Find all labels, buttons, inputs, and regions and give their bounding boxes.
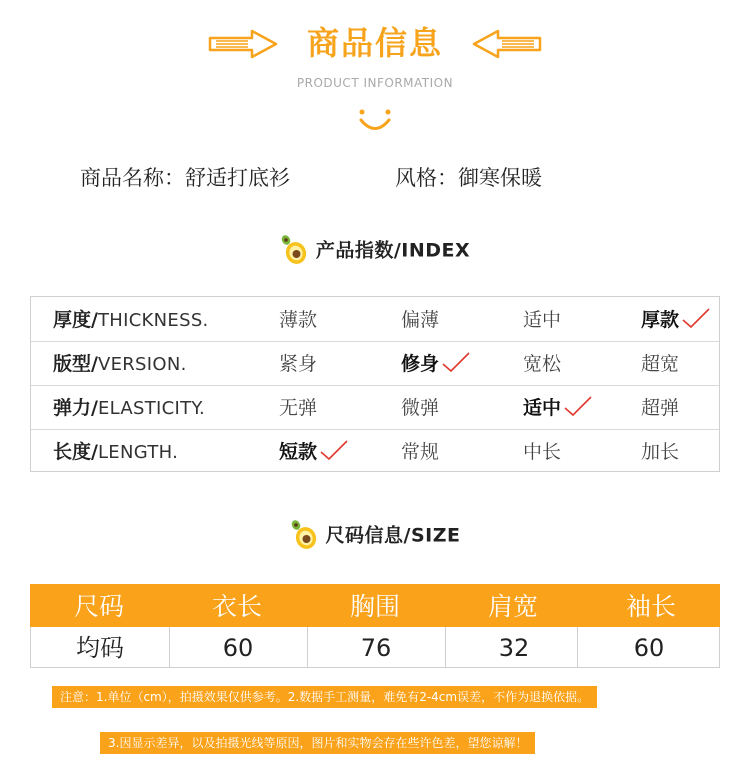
index-row-version: [31, 341, 719, 386]
note-color-difference: 3.因显示差异，以及拍摄光线等原因，图片和实物会存在些许色差，望您谅解！: [100, 732, 535, 754]
index-option-selected: 适中: [523, 385, 593, 429]
size-cell: 60: [633, 634, 665, 662]
product-style-value: 御寒保暖: [458, 166, 542, 190]
index-row-thickness: [31, 297, 719, 342]
size-cell: 60: [222, 634, 254, 662]
index-option: 超宽: [641, 353, 680, 375]
index-option-selected: 厚款: [641, 297, 711, 341]
index-row-length: [31, 429, 719, 473]
product-style-label: 风格：: [395, 166, 458, 190]
avocado-icon: [290, 518, 320, 550]
arrow-left-icon: [470, 28, 542, 60]
index-option: 紧身: [279, 353, 318, 375]
index-row-label: 弹力/ELASTICITY.: [53, 397, 206, 419]
index-row-label: 厚度/THICKNESS.: [53, 309, 209, 331]
index-option: 中长: [523, 441, 562, 463]
index-option: 微弹: [401, 397, 440, 419]
index-row-label: 长度/LENGTH.: [53, 441, 179, 463]
index-option: 偏薄: [401, 309, 440, 331]
check-icon: [563, 395, 593, 417]
index-table: [30, 296, 720, 472]
index-option: 适中: [523, 309, 562, 331]
avocado-icon: [280, 233, 310, 265]
index-row-elasticity: [31, 385, 719, 430]
index-section-heading: [0, 233, 750, 265]
size-cell: 76: [360, 634, 392, 662]
size-table-header: [30, 584, 720, 627]
note-measurement: 注意：1.单位（cm），拍摄效果仅供参考。2.数据手工测量，难免有2-4cm误差，不作为退换依据。: [52, 686, 597, 708]
size-header-cell: 胸围: [349, 592, 400, 621]
product-style: [395, 162, 542, 192]
index-option: 薄款: [279, 309, 318, 331]
size-cell: 均码: [76, 634, 124, 662]
size-table: [30, 584, 720, 668]
size-header-cell: 肩宽: [487, 592, 538, 621]
check-icon: [319, 439, 349, 461]
index-option-selected: 修身: [401, 341, 471, 385]
size-section-heading: [0, 518, 750, 550]
size-header-cell: 衣长: [211, 592, 262, 621]
size-section-title: 尺码信息/SIZE: [325, 524, 461, 547]
index-row-label: 版型/VERSION.: [53, 353, 187, 375]
product-name-label: 商品名称：: [80, 166, 185, 190]
index-section-title: 产品指数/INDEX: [315, 239, 471, 262]
table-row: [30, 627, 720, 668]
index-option: 宽松: [523, 353, 562, 375]
index-option: 加长: [641, 441, 680, 463]
index-option-selected: 短款: [279, 429, 349, 473]
check-icon: [681, 307, 711, 329]
index-option: 常规: [401, 441, 440, 463]
index-option: 无弹: [279, 397, 318, 419]
index-option: 超弹: [641, 397, 680, 419]
check-icon: [441, 351, 471, 373]
product-name: [80, 162, 290, 192]
smile-icon: [356, 107, 394, 135]
size-header-cell: 袖长: [625, 592, 676, 621]
size-header-cell: 尺码: [73, 592, 124, 621]
page-title: 商品信息: [306, 24, 443, 62]
size-cell: 32: [498, 634, 530, 662]
product-name-value: 舒适打底衫: [185, 166, 290, 190]
page-subtitle: PRODUCT INFORMATION: [296, 76, 454, 90]
